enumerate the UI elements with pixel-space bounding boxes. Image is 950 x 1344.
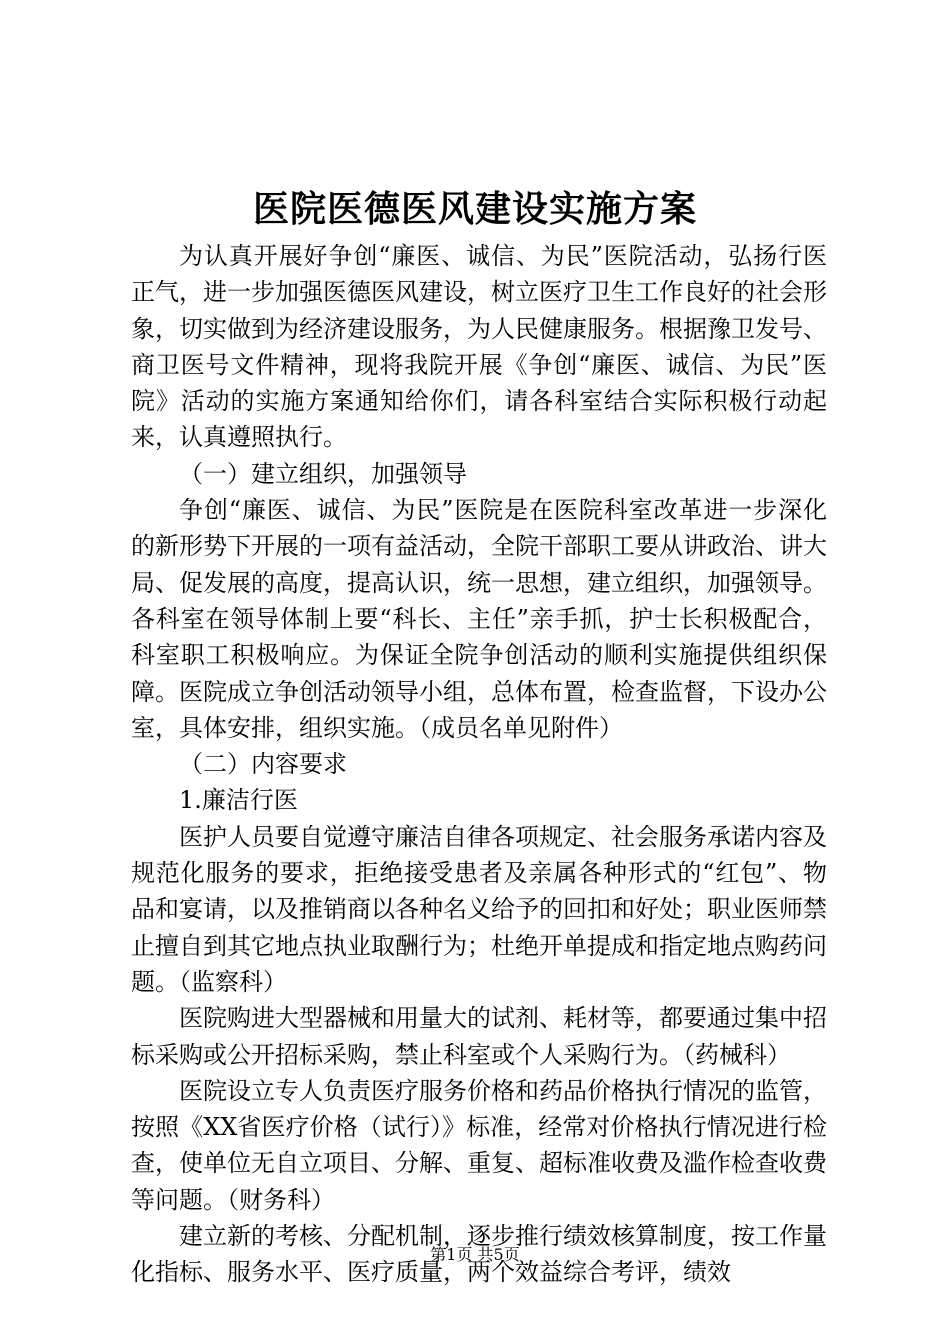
section-1-paragraph: 争创“廉医、诚信、为民”医院是在医院科室改革进一步深化的新形势下开展的一项有益活动，全院干部职工要从讲政治、讲大局、促发展的高度，提高认识，统一思想，建立组织，加强领导。各科室在领导体制上要“科长、主任”亲手抓，护士长积极配合，科室职工积极响应。为保证全院争创活动的顺利实施提供组织保障。医院成立争创活动领导小组，总体布置，检查监督，下设办公室，具体安排，组织实施。（成员名单见附件） — [131, 496, 827, 742]
subsection-1-paragraph-1: 医护人员要自觉遵守廉洁自律各项规定、社会服务承诺内容及规范化服务的要求，拒绝接受患者及亲属各种形式的“红包”、物品和宴请，以及推销商以各种名义给予的回扣和好处；职业医师禁止擅自到其它地点执业取酬行为；杜绝开单提成和指定地点购药问题。（监察科） — [131, 822, 827, 996]
section-heading-2: （二）内容要求 — [179, 750, 347, 779]
subsection-1-paragraph-4: 建立新的考核、分配机制，逐步推行绩效核算制度，按工作量化指标、服务水平、医疗质量，两个效益综合考评，绩效 — [131, 1222, 827, 1287]
document-body — [131, 238, 827, 1291]
section-heading-1: （一）建立组织，加强领导 — [179, 459, 467, 488]
subsection-1-paragraph-3: 医院设立专人负责医疗服务价格和药品价格执行情况的监管，按照《XX省医疗价格（试行）》标准，经常对价格执行情况进行检查，使单位无自立项目、分解、重复、超标准收费及滥作检查收费等问题。（财务科） — [131, 1076, 827, 1214]
document-title: 医院医德医风建设实施方案 — [252, 188, 697, 230]
intro-paragraph: 为认真开展好争创“廉医、诚信、为民”医院活动，弘扬行医正气，进一步加强医德医风建设，树立医疗卫生工作良好的社会形象，切实做到为经济建设服务，为人民健康服务。根据豫卫发号、商卫医号文件精神，现将我院开展《争创“廉医、诚信、为民”医院》活动的实施方案通知给你们，请各科室结合实际积极行动起来，认真遵照执行。 — [131, 242, 827, 452]
page-footer: 第1页 共5页 — [430, 1245, 520, 1264]
subsection-heading-1: 1.廉洁行医 — [179, 786, 298, 815]
subsection-1-paragraph-2: 医院购进大型器械和用量大的试剂、耗材等，都要通过集中招标采购或公开招标采购，禁止科室或个人采购行为。（药械科） — [131, 1004, 827, 1069]
